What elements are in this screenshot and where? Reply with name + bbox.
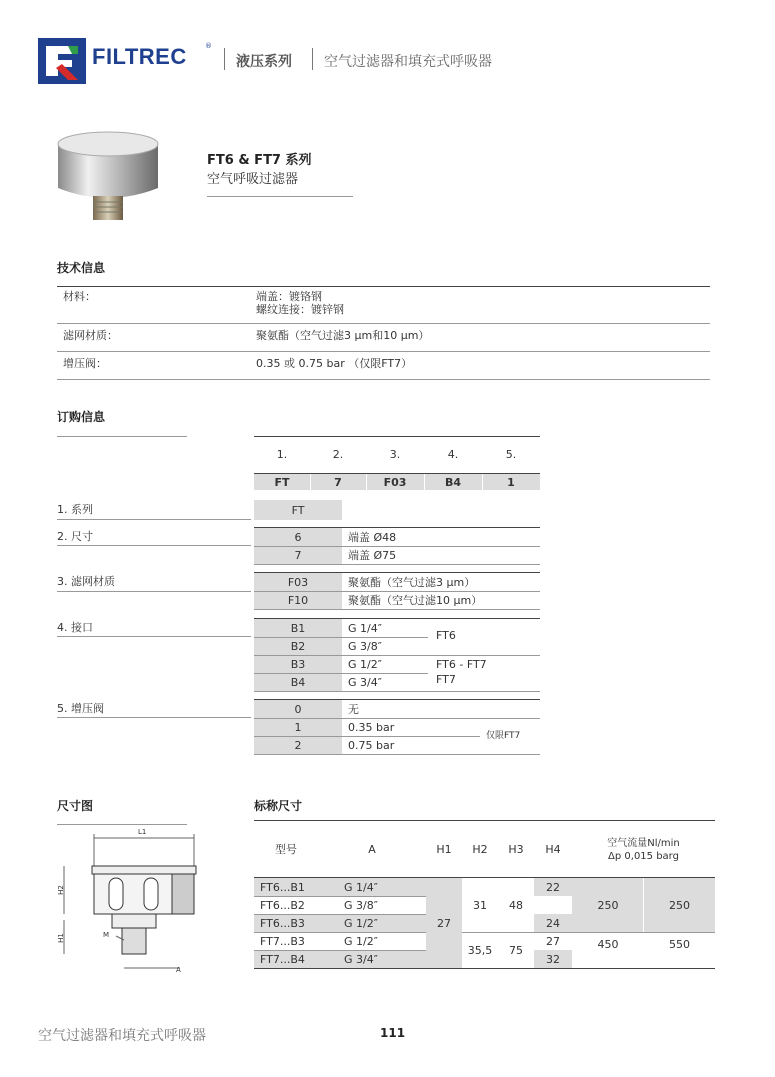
order-heading-rule [57, 436, 187, 437]
order-rule [57, 636, 251, 637]
nominal-h3-ft6: 48 [509, 898, 523, 912]
order-size-label: 2. 尺寸 [57, 530, 93, 543]
nominal-a: G 1/2″ [344, 916, 378, 930]
nominal-heading: 标称尺寸 [254, 799, 303, 813]
order-port-desc: G 3/8″ [348, 639, 382, 653]
dim-label-m: M [103, 931, 110, 939]
dim-label-h2: H2 [56, 885, 65, 895]
tech-value-media: 聚氨酯（空气过滤3 μm和10 μm） [256, 329, 430, 342]
nominal-model: FT7...B4 [260, 952, 305, 966]
nominal-header-flow: 空气流量Nl/min [607, 837, 680, 849]
order-valve-desc: 0.35 bar [348, 720, 395, 734]
tech-rule [57, 379, 710, 380]
order-size-desc: 端盖 Ø75 [348, 549, 397, 562]
order-port-note: FT6 - FT7 [436, 657, 487, 671]
order-valve-label: 5. 增压阀 [57, 702, 104, 715]
nominal-h4: 32 [546, 952, 560, 966]
order-position: 3. [389, 447, 401, 461]
nominal-bottom-rule [254, 968, 715, 969]
nominal-header-h3: H3 [508, 842, 524, 856]
order-rule [57, 591, 251, 592]
order-position: 2. [332, 447, 344, 461]
order-position: 5. [505, 447, 517, 461]
registered-mark: ® [205, 42, 212, 50]
logo-mark-icon [38, 38, 86, 84]
order-example-code: F03 [383, 475, 407, 489]
order-port-desc: G 1/4″ [348, 621, 382, 635]
order-rule [57, 519, 251, 520]
brand-name: FILTREC [92, 44, 187, 69]
dimension-drawing [54, 828, 214, 978]
order-port-code: B3 [290, 657, 306, 671]
nominal-header-h4: H4 [545, 842, 561, 856]
order-valve-code: 1 [294, 720, 302, 734]
tech-label-media: 滤网材质： [63, 329, 118, 342]
nominal-flow-ft6-b: 250 [669, 898, 690, 912]
order-rule [254, 609, 540, 610]
nominal-h1-merged: 27 [437, 916, 451, 930]
nominal-flow-ft7-a: 450 [597, 937, 619, 951]
order-port-code: B4 [290, 675, 306, 689]
order-size-desc: 端盖 Ø48 [348, 531, 397, 544]
nominal-header-model: 型号 [275, 843, 297, 856]
order-port-desc: G 1/2″ [348, 657, 382, 671]
order-example-code: B4 [444, 475, 462, 489]
order-position: 4. [447, 447, 459, 461]
dim-label-a: A [176, 966, 181, 974]
tech-label-valve: 增压阀： [63, 357, 107, 370]
nominal-h4: 22 [546, 880, 560, 894]
filter-drawing-icon [54, 828, 214, 978]
order-media-desc: 聚氨酯（空气过滤3 μm） [348, 576, 476, 589]
nominal-model: FT7...B3 [260, 934, 305, 948]
order-example-code: FT [274, 475, 290, 489]
nominal-header-h2: H2 [472, 842, 488, 856]
nominal-a: G 3/4″ [344, 952, 378, 966]
dims-heading: 尺寸图 [57, 799, 94, 813]
nominal-header-h1: H1 [436, 842, 452, 856]
nominal-h4: 27 [546, 934, 560, 948]
order-series-code: FT [291, 503, 305, 517]
nominal-model: FT6...B1 [260, 880, 305, 894]
order-port-note: FT7 [436, 672, 456, 686]
nominal-header-a: A [368, 842, 376, 856]
order-port-code: B1 [290, 621, 306, 635]
nominal-h2-ft7: 35,5 [467, 943, 493, 957]
nominal-h4: 24 [546, 916, 560, 930]
category-label: 空气过滤器和填充式呼吸器 [324, 54, 492, 70]
nominal-h2-ft6: 31 [473, 898, 487, 912]
tech-heading: 技术信息 [57, 261, 106, 275]
nominal-header-dp: Δp 0,015 barg [608, 850, 679, 862]
page-number: 111 [380, 1026, 406, 1040]
title-underline [207, 196, 353, 197]
tech-label-material: 材料： [63, 290, 96, 303]
product-title: FT6 & FT7 系列 [207, 153, 312, 168]
dim-label-h1: H1 [56, 933, 65, 943]
order-rule [57, 717, 251, 718]
order-series-label: 1. 系列 [57, 503, 93, 516]
order-port-note: FT6 [436, 628, 456, 642]
order-valve-desc: 0.75 bar [348, 738, 395, 752]
tech-rule [57, 323, 710, 324]
order-position: 1. [276, 447, 288, 461]
nominal-model: FT6...B3 [260, 916, 305, 930]
order-valve-desc: 无 [348, 703, 359, 716]
order-heading: 订购信息 [57, 410, 106, 424]
order-size-code: 6 [294, 530, 302, 544]
product-subtitle: 空气呼吸过滤器 [207, 172, 299, 187]
order-valve-code: 2 [294, 738, 302, 752]
order-port-label: 4. 接口 [57, 621, 93, 634]
order-size-code: 7 [294, 548, 302, 562]
header-divider [224, 48, 225, 70]
order-rule [254, 754, 540, 755]
order-rule [57, 545, 251, 546]
nominal-flow-ft7-b: 550 [669, 937, 690, 951]
nominal-a: G 1/2″ [344, 934, 378, 948]
order-example-code: 7 [334, 475, 342, 489]
nominal-model: FT6...B2 [260, 898, 305, 912]
dim-label-l1: L1 [138, 828, 147, 836]
order-port-desc: G 3/4″ [348, 675, 382, 689]
nominal-flow-ft6-a: 250 [597, 898, 619, 912]
order-media-label: 3. 滤网材质 [57, 575, 115, 588]
order-valve-code: 0 [294, 702, 302, 716]
tech-value-material-1: 端盖：镀铬钢 [256, 290, 322, 303]
dims-heading-rule [57, 824, 187, 825]
tech-rule [57, 351, 710, 352]
footer-title: 空气过滤器和填充式呼吸器 [38, 1028, 206, 1044]
nominal-a: G 3/8″ [344, 898, 378, 912]
tech-value-valve: 0.35 或 0.75 bar （仅限FT7） [256, 357, 413, 370]
order-pos-top-rule [254, 436, 540, 437]
tech-top-rule [57, 286, 710, 287]
nominal-h3-ft7: 75 [509, 943, 523, 957]
series-label: 液压系列 [236, 54, 292, 70]
product-image [48, 128, 170, 224]
header-divider-2 [312, 48, 313, 70]
order-media-code: F10 [287, 593, 309, 607]
order-media-code: F03 [287, 575, 309, 589]
nominal-a: G 1/4″ [344, 880, 378, 894]
nominal-top-rule [254, 820, 715, 821]
order-example-code: 1 [507, 475, 515, 489]
tech-value-material-2: 螺纹连接：镀锌钢 [256, 303, 344, 316]
order-valve-note: 仅限FT7 [486, 730, 521, 741]
order-rule [254, 691, 540, 692]
order-rule [254, 564, 540, 565]
order-port-code: B2 [290, 639, 306, 653]
order-media-desc: 聚氨酯（空气过滤10 μm） [348, 594, 483, 607]
filtrec-logo [38, 38, 86, 84]
